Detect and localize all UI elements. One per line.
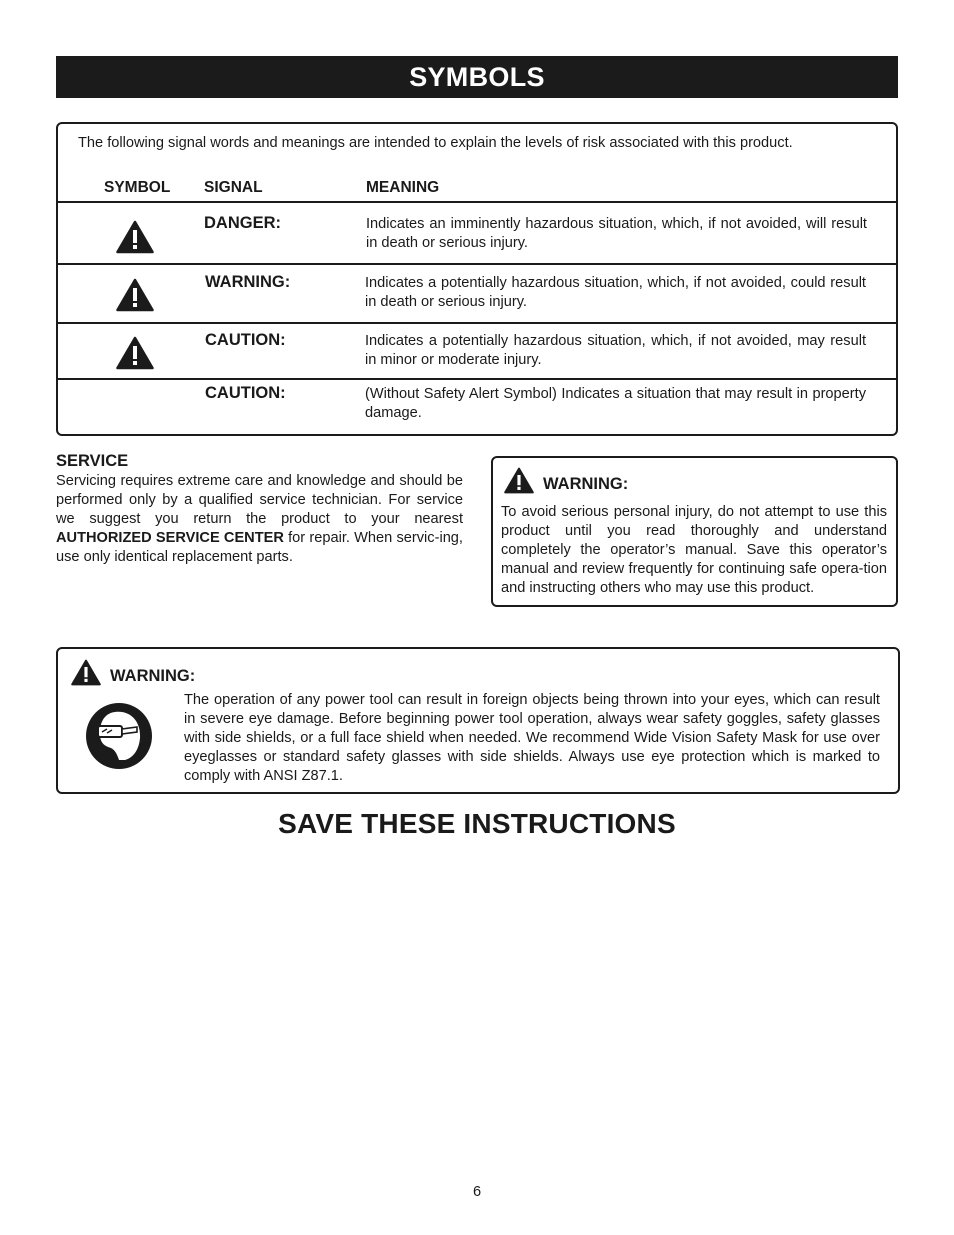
warning-eye-protection-box [56,647,900,794]
row-divider [58,263,896,265]
save-instructions-title: SAVE THESE INSTRUCTIONS [278,808,676,839]
safety-alert-triangle-icon [116,220,154,254]
table-intro: The following signal words and meanings are intended to explain the levels of risk associated with this product. [78,135,793,151]
safety-alert-triangle-icon [71,659,101,686]
warning-manual-box [491,456,898,607]
safety-alert-triangle-icon [504,467,534,494]
meaning-caution-no-symbol: (Without Safety Alert Symbol) Indicates a situation that may result in property damage. [365,386,866,421]
signal-caution: CAUTION: [205,331,286,349]
service-text: Servicing requires extreme care and knowledge and should be performed only by a qualified service technician. For service we suggest you return the product to your nearest AUTHORIZED SERVICE CENTER for repair. When servic-ing, use only identical replacement parts. [56,473,463,565]
row-divider [58,378,896,380]
column-header-signal: SIGNAL [204,179,263,196]
authorized-service-center: AUTHORIZED SERVICE CENTER [56,530,284,546]
meaning-warning: Indicates a potentially hazardous situation, which, if not avoided, could result in death or serious injury. [365,275,866,310]
row-divider [58,201,896,203]
meaning-caution: Indicates a potentially hazardous situation, which, if not avoided, may result in minor or moderate injury. [365,333,866,368]
warning-eye-protection-text: The operation of any power tool can result in foreign objects being thrown into your eyes, which can result in severe eye damage. Before beginning power tool operation, always wear safety goggles, safety glasses with side shields, or a full face shield when needed. We recommend Wide Vision Safety Mask for use over eyeglasses or standard safety glasses with side shields. Always use eye protection which is marked to comply with ANSI Z87.1. [184,692,880,784]
signal-words-table [56,122,898,436]
warning-heading: WARNING: [543,475,629,493]
symbols-banner: SYMBOLS [56,56,898,98]
meaning-danger: Indicates an imminently hazardous situation, which, if not avoided, will result in death or serious injury. [366,216,867,251]
column-header-symbol: SYMBOL [104,179,171,196]
signal-warning: WARNING: [205,273,291,291]
safety-alert-triangle-icon [116,278,154,312]
eye-protection-icon [85,702,153,770]
warning-heading: WARNING: [110,667,196,685]
page-number: 6 [472,1184,482,1200]
signal-caution-no-symbol: CAUTION: [205,384,286,402]
safety-alert-triangle-icon [116,336,154,370]
service-heading: SERVICE [56,452,129,470]
warning-manual-text: To avoid serious personal injury, do not attempt to use this product until you read thoroughly and understand completely the operator’s manual. Save this operator’s manual and review frequently for continuing safe opera-tion and instructing others who may use this product. [501,504,887,596]
row-divider [58,322,896,324]
signal-danger: DANGER: [204,214,281,232]
column-header-meaning: MEANING [366,179,440,196]
